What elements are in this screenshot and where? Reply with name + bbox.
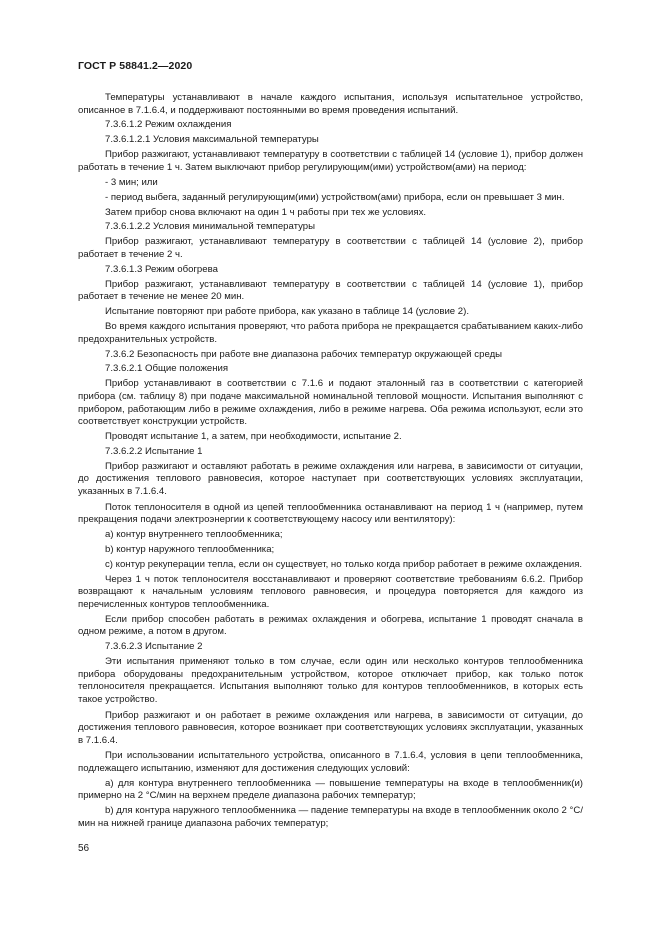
paragraph: При использовании испытательного устройства, описанного в 7.1.6.4, условия в цепи теплообменника, подлежащего испытанию, изменяют для достижения следующих условий:	[78, 750, 583, 774]
paragraph: Прибор разжигают и оставляют работать в режиме охлаждения или нагрева, в зависимости от ситуации, до достижения теплового равновесия, которое наступает при соответствующих условиях эксплуатации, указанных в 7.1.6.4.	[78, 460, 583, 497]
paragraph: Прибор устанавливают в соответствии с 7.1.6 и подают эталонный газ в соответствии с категорией прибора (см. таблицу 8) при подаче максимальной номинальной тепловой мощности. Испытания выполняют с прибором, работающим либо в режиме охлаждения, либо в режиме нагрева. Оба режима используют, если это соответствует конструкции устройств.	[78, 378, 583, 428]
section-heading: 7.3.6.2 Безопасность при работе вне диапазона рабочих температур окружающей среды	[105, 348, 503, 360]
document-body	[78, 92, 583, 833]
section-heading: 7.3.6.1.2.1 Условия максимальной температуры	[105, 134, 319, 146]
list-item: a) контур внутреннего теплообменника;	[105, 529, 283, 541]
paragraph: Затем прибор снова включают на один 1 ч работы при тех же условиях.	[105, 206, 427, 218]
section-heading: 7.3.6.2.1 Общие положения	[105, 363, 229, 375]
section-heading: 7.3.6.1.3 Режим обогрева	[105, 263, 218, 275]
paragraph: Проводят испытание 1, а затем, при необходимости, испытание 2.	[105, 431, 402, 442]
paragraph: Прибор разжигают и он работает в режиме охлаждения или нагрева, в зависимости от ситуации, до достижения теплового равновесия, которое возникает при соответствующих условиях эксплуатации, указанных в 7.1.6.4.	[78, 709, 583, 746]
paragraph: Во время каждого испытания проверяют, что работа прибора не прекращается срабатыванием каких-либо предохранительных устройств.	[78, 321, 583, 345]
paragraph: Температуры устанавливают в начале каждого испытания, используя испытательное устройство, описанное в 7.1.6.4, и поддерживают постоянными во время проведения испытаний.	[78, 92, 583, 116]
paragraph: Прибор разжигают, устанавливают температуру в соответствии с таблицей 14 (условие 1), прибор должен работать в течение 1 ч. Затем выключают прибор регулирующим(ими) устройством(ами) на период:	[78, 149, 583, 173]
paragraph: Эти испытания применяют только в том случае, если один или несколько контуров теплообменника прибора оборудованы предохранительным устройством, которое отключает прибор, как только поток теплоносителя прекращается. Испытания выполняют только для контуров теплообменников, в которых есть такое устройство.	[78, 656, 583, 705]
list-item: a) для контура внутреннего теплообменника — повышение температуры на входе в теплообменник(и) примерно на 2 °С/мин на верхнем пределе диапазона рабочих температур;	[78, 777, 583, 802]
section-heading: 7.3.6.1.2.2 Условия минимальной температуры	[105, 221, 316, 233]
paragraph: Если прибор способен работать в режимах охлаждения и обогрева, испытание 1 проводят сначала в одном режиме, а потом в другом.	[78, 613, 583, 638]
paragraph: Поток теплоносителя в одной из цепей теплообменника останавливают на период 1 ч (например, путем прекращения подачи электроэнергии к соответствующему насосу или вентилятору):	[78, 501, 583, 526]
paragraph: Прибор разжигают, устанавливают температуру в соответствии с таблицей 14 (условие 2), прибор работает в течение 2 ч.	[78, 236, 583, 260]
paragraph: Испытание повторяют при работе прибора, как указано в таблице 14 (условие 2).	[105, 306, 469, 318]
paragraph: Прибор разжигают, устанавливают температуру в соответствии с таблицей 14 (условие 1), прибор работает в течение не менее 20 мин.	[78, 278, 583, 303]
section-heading: 7.3.6.1.2 Режим охлаждения	[105, 119, 232, 131]
list-item: - период выбега, заданный регулирующим(ими) устройством(ами) прибора, если он превышает 3 мин.	[105, 191, 565, 203]
list-item: b) контур наружного теплообменника;	[105, 543, 275, 555]
list-item: c) контур рекуперации тепла, если он существует, но только когда прибор работает в режиме охлаждения.	[105, 558, 583, 570]
document-header: ГОСТ Р 58841.2—2020	[78, 60, 193, 72]
section-heading: 7.3.6.2.3 Испытание 2	[105, 641, 203, 653]
page-number: 56	[78, 843, 90, 854]
list-item: - 3 мин; или	[105, 176, 158, 188]
paragraph: Через 1 ч поток теплоносителя восстанавливают и проверяют соответствие требованиям 6.6.2. Прибор возвращают к начальным условиям теплового равновесия, и процедура повторяется для каждого из перечисленных контуров теплообменника.	[78, 573, 583, 610]
section-heading: 7.3.6.2.2 Испытание 1	[105, 445, 203, 457]
list-item: b) для контура наружного теплообменника — падение температуры на входе в теплообменник около 2 °С/мин на нижней границе диапазона рабочих температур;	[78, 805, 583, 829]
